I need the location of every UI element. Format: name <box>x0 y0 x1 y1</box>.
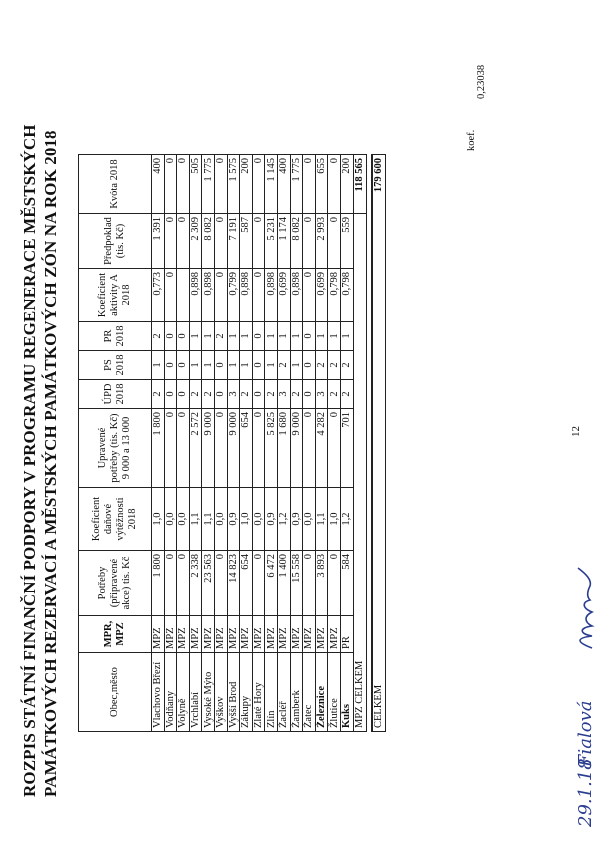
cell-predpoklad: 0 <box>164 214 177 269</box>
cell-koef-aktivity: 0,773 <box>152 269 165 322</box>
cell-obec: Volyně <box>177 653 190 732</box>
cell-mpz: MPZ <box>177 616 190 653</box>
celkem-label: CELKEM <box>373 684 384 728</box>
cell-kvota: 0 <box>252 155 265 214</box>
header-kvota: Kvóta 2018 <box>79 155 152 214</box>
cell-kvota: 0 <box>214 155 227 214</box>
cell-obec: Žamberk <box>290 653 303 732</box>
cell-predpoklad: 0 <box>328 214 341 269</box>
cell-upravene: 0 <box>252 409 265 488</box>
header-mpz: MPR, MPZ <box>79 616 152 653</box>
signature-date: 29.1.18 <box>575 758 596 827</box>
cell-koef-danove: 1,1 <box>202 488 215 551</box>
cell-kvota: 400 <box>277 155 290 214</box>
cell-mpz: MPZ <box>328 616 341 653</box>
cell-koef-danove: 0,0 <box>177 488 190 551</box>
cell-mpz: MPZ <box>290 616 303 653</box>
cell-ps: 1 <box>152 351 165 380</box>
cell-kvota: 200 <box>340 155 353 214</box>
cell-upd: 0 <box>177 380 190 409</box>
cell-pr: 1 <box>315 322 328 351</box>
table-row <box>315 155 328 732</box>
cell-upravene: 4 282 <box>315 409 328 488</box>
signature-name: Fialová <box>575 700 596 767</box>
cell-mpz: MPZ <box>189 616 202 653</box>
cell-potreby: 15 558 <box>290 551 303 616</box>
cell-upravene: 0 <box>177 409 190 488</box>
cell-kvota: 1 775 <box>202 155 215 214</box>
cell-kvota: 1 775 <box>290 155 303 214</box>
cell-mpz: PR <box>340 616 353 653</box>
koef-value: 0,23038 <box>476 64 487 99</box>
table-row <box>240 155 253 732</box>
cell-potreby: 0 <box>303 551 316 616</box>
cell-koef-aktivity: 0 <box>252 269 265 322</box>
cell-upd: 0 <box>303 380 316 409</box>
cell-pr: 1 <box>240 322 253 351</box>
cell-pr: 1 <box>202 322 215 351</box>
header-ps: PS 2018 <box>79 351 152 380</box>
table-row <box>164 155 177 732</box>
cell-koef-danove: 1,0 <box>328 488 341 551</box>
cell-pr: 2 <box>214 322 227 351</box>
cell-mpz: MPZ <box>214 616 227 653</box>
cell-upd: 3 <box>315 380 328 409</box>
cell-predpoklad: 0 <box>303 214 316 269</box>
cell-obec: Zákupy <box>240 653 253 732</box>
cell-obec: Zlaté Hory <box>252 653 265 732</box>
cell-pr: 0 <box>177 322 190 351</box>
cell-koef-aktivity: 0,898 <box>189 269 202 322</box>
cell-mpz: MPZ <box>315 616 328 653</box>
cell-obec: Žlutice <box>328 653 341 732</box>
cell-mpz: MPZ <box>164 616 177 653</box>
cell-ps: 2 <box>315 351 328 380</box>
cell-koef-danove: 1,1 <box>315 488 328 551</box>
cell-kvota: 400 <box>152 155 165 214</box>
cell-upd: 2 <box>290 380 303 409</box>
cell-ps: 0 <box>303 351 316 380</box>
cell-ps: 2 <box>340 351 353 380</box>
cell-predpoklad: 1 391 <box>152 214 165 269</box>
cell-upravene: 0 <box>214 409 227 488</box>
cell-pr: 2 <box>152 322 165 351</box>
cell-ps: 1 <box>240 351 253 380</box>
cell-predpoklad: 7 191 <box>227 214 240 269</box>
cell-kvota: 1 575 <box>227 155 240 214</box>
cell-potreby: 6 472 <box>265 551 278 616</box>
table-row <box>265 155 278 732</box>
cell-ps: 0 <box>177 351 190 380</box>
cell-ps: 1 <box>189 351 202 380</box>
cell-kvota: 0 <box>328 155 341 214</box>
cell-mpz: MPZ <box>152 616 165 653</box>
celkem-row <box>371 154 386 732</box>
header-predpoklad: Předpoklad (tis. Kč) <box>79 214 152 269</box>
cell-pr: 1 <box>277 322 290 351</box>
cell-koef-danove: 0,0 <box>214 488 227 551</box>
cell-koef-aktivity: 0 <box>214 269 227 322</box>
cell-upravene: 9 000 <box>290 409 303 488</box>
header-pr: PR 2018 <box>79 322 152 351</box>
cell-ps: 1 <box>202 351 215 380</box>
cell-obec: Vyškov <box>214 653 227 732</box>
cell-upd: 2 <box>328 380 341 409</box>
cell-predpoklad: 2 993 <box>315 214 328 269</box>
cell-koef-danove: 1,2 <box>340 488 353 551</box>
cell-mpz: MPZ <box>265 616 278 653</box>
cell-koef-aktivity: 0,898 <box>290 269 303 322</box>
cell-upravene: 0 <box>303 409 316 488</box>
cell-pr: 1 <box>265 322 278 351</box>
cell-potreby: 0 <box>214 551 227 616</box>
cell-obec: Vyšší Brod <box>227 653 240 732</box>
cell-koef-danove: 1,0 <box>152 488 165 551</box>
cell-ps: 2 <box>328 351 341 380</box>
cell-upd: 0 <box>214 380 227 409</box>
cell-kvota: 0 <box>164 155 177 214</box>
table-row <box>277 155 290 732</box>
cell-pr: 0 <box>164 322 177 351</box>
cell-pr: 1 <box>290 322 303 351</box>
cell-upravene: 2 572 <box>189 409 202 488</box>
table-row <box>214 155 227 732</box>
cell-mpz: MPZ <box>277 616 290 653</box>
cell-predpoklad: 559 <box>340 214 353 269</box>
cell-upd: 2 <box>340 380 353 409</box>
koef-label: koef. <box>466 129 477 151</box>
cell-predpoklad: 0 <box>177 214 190 269</box>
header-obec: Obec,město <box>79 653 152 732</box>
cell-koef-aktivity: 0 <box>164 269 177 322</box>
cell-mpz: MPZ <box>227 616 240 653</box>
cell-upd: 2 <box>189 380 202 409</box>
cell-pr: 1 <box>189 322 202 351</box>
cell-kvota: 1 145 <box>265 155 278 214</box>
support-table <box>78 154 367 732</box>
table-row <box>227 155 240 732</box>
cell-predpoklad: 1 174 <box>277 214 290 269</box>
cell-ps: 1 <box>265 351 278 380</box>
table-row <box>290 155 303 732</box>
cell-obec: Vodňany <box>164 653 177 732</box>
cell-ps: 1 <box>290 351 303 380</box>
cell-kvota: 505 <box>189 155 202 214</box>
cell-potreby: 14 823 <box>227 551 240 616</box>
table-row <box>252 155 265 732</box>
cell-pr: 0 <box>252 322 265 351</box>
table-row <box>202 155 215 732</box>
cell-upravene: 1 680 <box>277 409 290 488</box>
title-line-1: ROZPIS STÁTNÍ FINANČNÍ PODPORY V PROGRAMU REGENERACE MĚSTSKÝCH <box>20 124 39 797</box>
cell-pr: 1 <box>227 322 240 351</box>
cell-upravene: 0 <box>164 409 177 488</box>
cell-pr: 1 <box>340 322 353 351</box>
cell-potreby: 0 <box>177 551 190 616</box>
cell-koef-danove: 1,2 <box>277 488 290 551</box>
cell-ps: 0 <box>164 351 177 380</box>
cell-ps: 0 <box>252 351 265 380</box>
cell-upravene: 0 <box>328 409 341 488</box>
cell-upd: 2 <box>265 380 278 409</box>
header-upd: ÚPD 2018 <box>79 380 152 409</box>
cell-potreby: 0 <box>164 551 177 616</box>
cell-koef-aktivity: 0,798 <box>328 269 341 322</box>
cell-koef-aktivity: 0 <box>303 269 316 322</box>
table-row <box>340 155 353 732</box>
cell-upravene: 701 <box>340 409 353 488</box>
cell-koef-danove: 1,0 <box>240 488 253 551</box>
cell-potreby: 584 <box>340 551 353 616</box>
cell-upd: 2 <box>240 380 253 409</box>
table-row <box>303 155 316 732</box>
mpz-celkem-value: 118 565 <box>353 155 366 214</box>
cell-potreby: 1 400 <box>277 551 290 616</box>
header-potreby: Potřeby (připravené akce) tis. Kč <box>79 551 152 616</box>
cell-koef-aktivity <box>177 269 190 322</box>
cell-koef-danove: 0,9 <box>265 488 278 551</box>
cell-upd: 2 <box>152 380 165 409</box>
header-koef-danove: Koeficient daňové výtěžnosti 2018 <box>79 488 152 551</box>
cell-mpz: MPZ <box>303 616 316 653</box>
cell-ps: 2 <box>277 351 290 380</box>
cell-upd: 2 <box>202 380 215 409</box>
mpz-celkem-label: MPZ CELKEM <box>353 214 366 732</box>
cell-koef-aktivity: 0,898 <box>240 269 253 322</box>
cell-potreby: 654 <box>240 551 253 616</box>
cell-mpz: MPZ <box>252 616 265 653</box>
header-koef-aktivity: Koeficient aktivity A 2018 <box>79 269 152 322</box>
cell-upravene: 654 <box>240 409 253 488</box>
cell-ps: 0 <box>214 351 227 380</box>
cell-upravene: 9 000 <box>227 409 240 488</box>
cell-kvota: 0 <box>177 155 190 214</box>
cell-koef-danove: 0,0 <box>252 488 265 551</box>
table-row <box>177 155 190 732</box>
cell-predpoklad: 2 309 <box>189 214 202 269</box>
cell-potreby: 2 338 <box>189 551 202 616</box>
cell-obec: Vlachovo Březí <box>152 653 165 732</box>
cell-koef-danove: 0,0 <box>164 488 177 551</box>
cell-koef-danove: 0,9 <box>290 488 303 551</box>
cell-koef-danove: 0,9 <box>227 488 240 551</box>
cell-ps: 1 <box>227 351 240 380</box>
header-upravene: Upravené potřeby (tis. Kč) 9 000 a 13 000 <box>79 409 152 488</box>
cell-koef-aktivity: 0,799 <box>227 269 240 322</box>
cell-koef-danove: 0,0 <box>303 488 316 551</box>
cell-koef-danove: 1,1 <box>189 488 202 551</box>
cell-potreby: 1 800 <box>152 551 165 616</box>
cell-upravene: 9 000 <box>202 409 215 488</box>
mpz-celkem-row <box>353 155 366 732</box>
table-header-row <box>79 155 152 732</box>
cell-upd: 0 <box>252 380 265 409</box>
celkem-value: 179 600 <box>373 158 384 193</box>
cell-koef-aktivity: 0,699 <box>315 269 328 322</box>
table-row <box>328 155 341 732</box>
cell-predpoklad: 0 <box>214 214 227 269</box>
cell-kvota: 200 <box>240 155 253 214</box>
cell-obec: Železnice <box>315 653 328 732</box>
cell-koef-aktivity: 0,699 <box>277 269 290 322</box>
cell-koef-aktivity: 0,798 <box>340 269 353 322</box>
cell-mpz: MPZ <box>240 616 253 653</box>
table-row <box>152 155 165 732</box>
page-number: 12 <box>570 426 582 437</box>
cell-obec: Vrchlabí <box>189 653 202 732</box>
table-row <box>189 155 202 732</box>
cell-obec: Kuks <box>340 653 353 732</box>
cell-obec: Žacléř <box>277 653 290 732</box>
signature-scrawl <box>572 562 600 652</box>
cell-upd: 0 <box>164 380 177 409</box>
cell-potreby: 23 563 <box>202 551 215 616</box>
cell-potreby: 0 <box>328 551 341 616</box>
cell-obec: Zlín <box>265 653 278 732</box>
table-body <box>152 155 354 732</box>
cell-potreby: 0 <box>252 551 265 616</box>
cell-pr: 0 <box>303 322 316 351</box>
cell-pr: 1 <box>328 322 341 351</box>
cell-upravene: 5 825 <box>265 409 278 488</box>
cell-upd: 3 <box>227 380 240 409</box>
cell-upd: 3 <box>277 380 290 409</box>
cell-predpoklad: 8 082 <box>202 214 215 269</box>
cell-obec: Žatec <box>303 653 316 732</box>
cell-koef-aktivity: 0,898 <box>202 269 215 322</box>
cell-upravene: 1 800 <box>152 409 165 488</box>
cell-obec: Vysoké Mýto <box>202 653 215 732</box>
cell-mpz: MPZ <box>202 616 215 653</box>
cell-predpoklad: 5 231 <box>265 214 278 269</box>
title-line-2: PAMÁTKOVÝCH REZERVACÍ A MĚSTSKÝCH PAMÁTKOVÝCH ZÓN NA ROK 2018 <box>41 130 60 797</box>
cell-koef-aktivity: 0,898 <box>265 269 278 322</box>
cell-predpoklad: 0 <box>252 214 265 269</box>
cell-predpoklad: 587 <box>240 214 253 269</box>
cell-predpoklad: 8 082 <box>290 214 303 269</box>
cell-potreby: 3 893 <box>315 551 328 616</box>
cell-kvota: 0 <box>303 155 316 214</box>
cell-kvota: 655 <box>315 155 328 214</box>
